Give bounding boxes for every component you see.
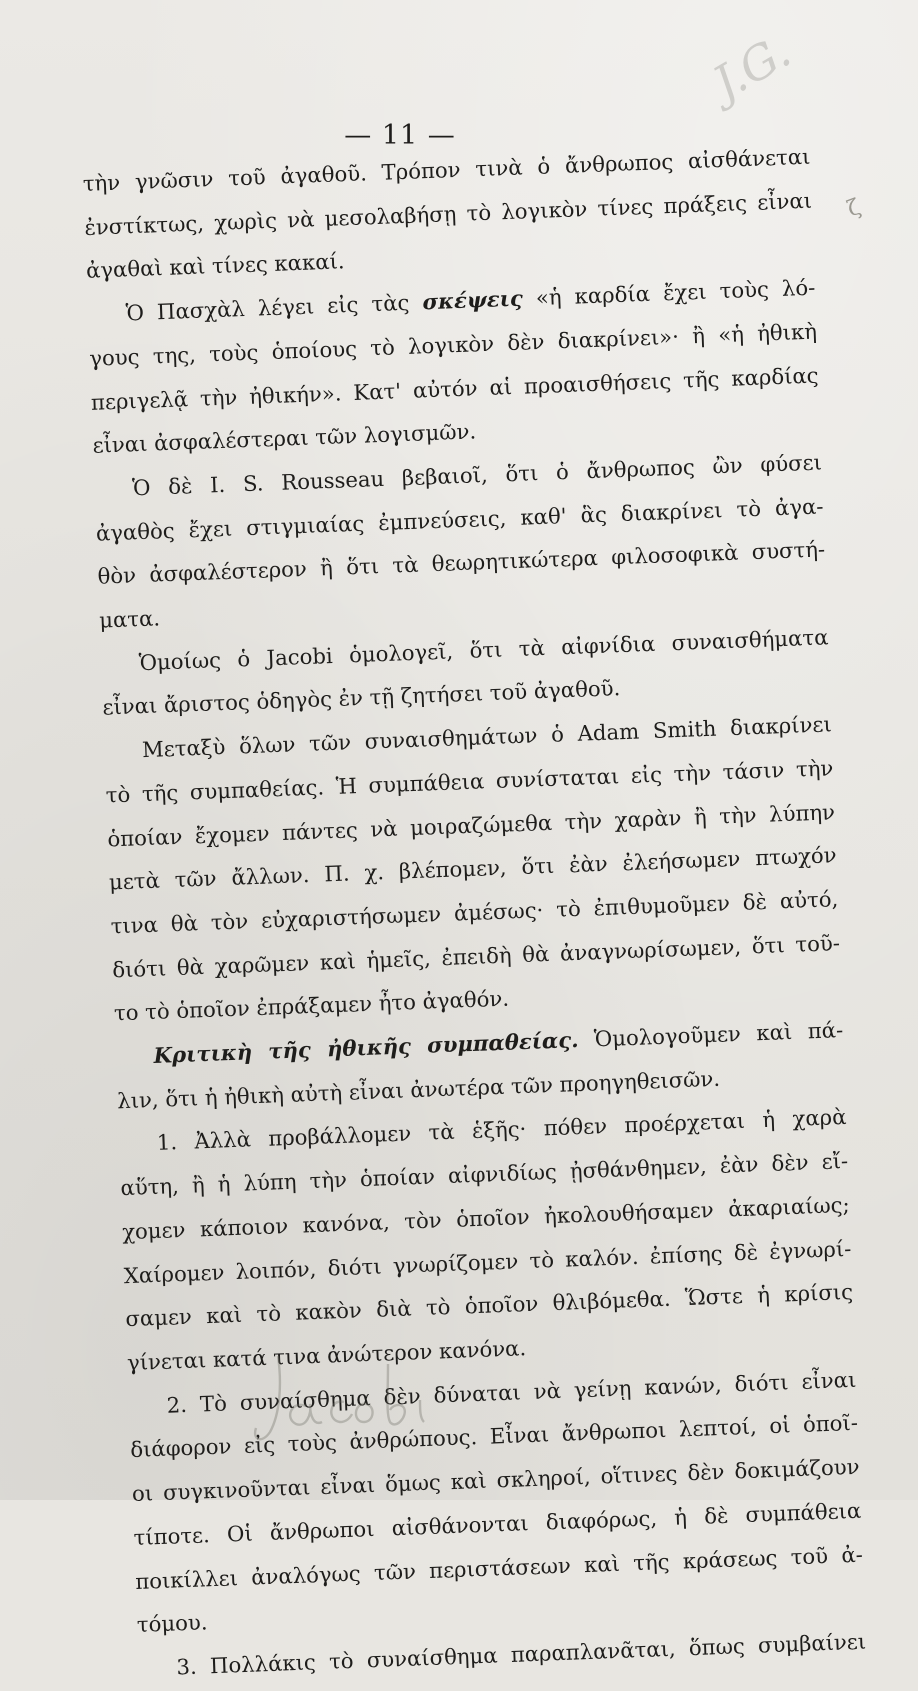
body-text: [82, 135, 867, 1691]
text-line: λιν, ὅτι ἡ ἠθικὴ αὐτὴ εἶναι ἀνωτέρα τῶν προηγηθεισῶν.: [116, 1065, 721, 1114]
page-number: — 11 —: [344, 120, 456, 151]
text-line: διάφορον εἰς τοὺς ἀνθρώπους. Εἶναι ἄνθρωποι λεπτοί, οἱ ὁποῖ-: [129, 1410, 859, 1463]
emphasized-term: σκέψεις: [422, 285, 524, 315]
text-line: 2. Τὸ συναίσθημα δὲν δύναται νὰ γείνῃ κανών, διότι εἶναι: [166, 1366, 857, 1418]
text-line: οι συγκινοῦνται εἶναι ὅμως καὶ σκληροί, οἵτινες δὲν δοκιμάζουν: [131, 1453, 860, 1507]
text-line: τὸ τῆς συμπαθείας. Ἡ συμπάθεια συνίσταται εἰς τὴν τάσιν τὴν: [105, 755, 834, 808]
text-line: Μεταξὺ ὅλων τῶν συναισθημάτων ὁ Adam Smith διακρίνει: [141, 711, 833, 763]
text-line: 3. Πολλάκις τὸ συναίσθημα παραπλανᾶται, ὅπως συμβαίνει: [176, 1628, 867, 1680]
text-line: ἀγαθὸς ἔχει στιγμιαίας ἐμπνεύσεις, καθ' ἃς διακρίνει τὸ ἀγα-: [95, 493, 824, 546]
text-line: ὁποίαν ἔχομεν πάντες νὰ μοιραζώμεθα τὴν χαρὰν ἢ τὴν λύπην: [106, 798, 836, 852]
text-line: 1. Ἀλλὰ προβάλλομεν τὰ ἑξῆς· πόθεν προέρχεται ἡ χαρὰ: [156, 1104, 847, 1156]
text-line: ποικίλλει ἀναλόγως τῶν περιστάσεων καὶ τῆς κράσεως τοῦ ἀ-: [134, 1541, 864, 1594]
text-line: Ὁ δὲ I. S. Rousseau βεβαιοῖ, ὅτι ὁ ἄνθρωπος ὢν φύσει: [131, 449, 823, 501]
text-line: ἀγαθαὶ καὶ τίνες κακαί.: [85, 248, 345, 284]
text-line: τὴν γνῶσιν τοῦ ἀγαθοῦ. Τρόπον τινὰ ὁ ἄνθρωπος αἰσθάνεται: [82, 143, 811, 196]
text-segment: «ἡ καρδία ἔχει τοὺς λό-: [522, 274, 816, 311]
text-line: αὕτη, ἢ ἡ λύπη τὴν ὁποίαν αἰφνιδίως ᾐσθάνθημεν, ἐὰν δὲν εἴ-: [120, 1148, 849, 1201]
text-line: χομεν κάποιον κανόνα, τὸν ὁποῖον ἠκολουθήσαμεν ἀκαριαίως;: [121, 1191, 851, 1245]
text-line: Ὁμοίως ὁ Jacobi ὁμολογεῖ, ὅτι τὰ αἰφνίδια συναισθήματα: [138, 624, 829, 675]
text-line: τινα θὰ τὸν εὐχαριστήσωμεν ἀμέσως· τὸ ἐπιθυμοῦμεν δὲ αὐτό,: [110, 886, 839, 939]
text-line: το τὸ ὁποῖον ἐπράξαμεν ἦτο ἀγαθόν.: [113, 985, 510, 1026]
text-line: μετὰ τῶν ἄλλων. Π. χ. βλέπομεν, ὅτι ἐὰν ἐλεήσωμεν πτωχόν: [108, 842, 837, 895]
text-line: θὸν ἀσφαλέστερον ἢ ὅτι τὰ θεωρητικώτερα φιλοσοφικὰ συστή-: [97, 536, 826, 590]
margin-mark: ζ: [844, 194, 864, 223]
text-line: τίποτε. Οἱ ἄνθρωποι αἰσθάνονται διαφόρως, ἡ δὲ συμπάθεια: [133, 1497, 862, 1550]
text-line: εἶναι ἀσφαλέστεραι τῶν λογισμῶν.: [92, 418, 477, 459]
text-line: ματα.: [98, 605, 161, 633]
text-line: εἶναι ἄριστος ὁδηγὸς ἐν τῇ ζητήσει τοῦ ἀγαθοῦ.: [102, 675, 621, 721]
text-segment: Ὁ Πασχὰλ λέγει εἰς τὰς: [125, 289, 423, 326]
pencil-annotation: J.G.: [703, 23, 800, 111]
text-line: γους της, τοὺς ὁποίους τὸ λογικὸν δὲν διακρίνει»· ἢ «ἡ ἠθικὴ: [88, 318, 818, 371]
emphasized-term: Κριτικὴ τῆς ἠθικῆς συμπαθείας.: [153, 1027, 579, 1068]
text-line: περιγελᾷ τὴν ἠθικήν». Κατ' αὐτόν αἱ προαισθήσεις τῆς καρδίας: [90, 362, 819, 415]
text-line: τόμου.: [136, 1609, 208, 1638]
text-line: διότι θὰ χαρῶμεν καὶ ἡμεῖς, ἐπειδὴ θὰ ἀναγνωρίσωμεν, ὅτι τοῦ-: [111, 929, 841, 983]
text-line: γίνεται κατά τινα ἀνώτερον κανόνα.: [126, 1335, 527, 1376]
text-line: ἐνστίκτως, χωρὶς νὰ μεσολαβήσῃ τὸ λογικὸν τίνες πράξεις εἶναι: [83, 187, 813, 240]
text-line: Χαίρομεν λοιπόν, διότι γνωρίζομεν τὸ καλόν. ἐπίσης δὲ ἐγνωρί-: [123, 1235, 852, 1288]
text-segment: Ὁμολογοῦμεν καὶ πά-: [578, 1017, 844, 1053]
text-line: σαμεν καὶ τὸ κακὸν διὰ τὸ ὁποῖον θλιβόμεθα. Ὥστε ἡ κρίσις: [124, 1279, 854, 1332]
